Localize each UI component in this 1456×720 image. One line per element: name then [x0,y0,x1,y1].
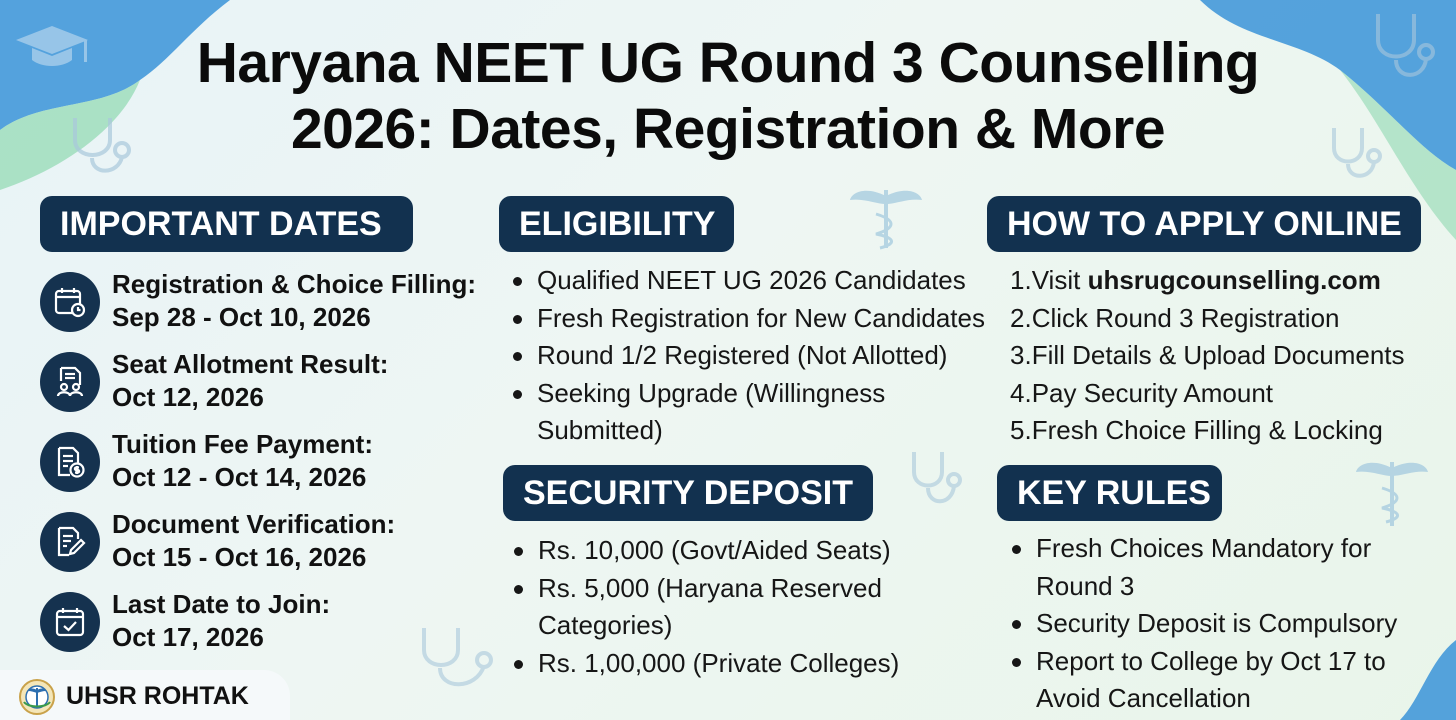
security-deposit-heading: SECURITY DEPOSIT [503,465,873,521]
stethoscope-icon [424,628,491,684]
date-label: Last Date to Join: [112,589,331,619]
page-title [0,30,1456,162]
step-item: 1.Visit uhsrugcounselling.com [1010,265,1381,295]
caduceus-icon [850,190,922,248]
title-line-1: Haryana NEET UG Round 3 Counselling [196,31,1260,95]
how-to-apply-steps [1010,262,1405,450]
step-item: 5.Fresh Choice Filling & Locking [1010,415,1383,445]
invoice-dollar-icon [40,432,100,492]
list-item-continuation: Categories) [538,610,673,640]
list-item: Round 1/2 Registered (Not Allotted) [511,337,985,375]
date-label: Registration & Choice Filling: [112,269,477,299]
footer-label: UHSR ROHTAK [66,682,249,710]
important-dates-heading: IMPORTANT DATES [40,196,413,252]
step-item: 3.Fill Details & Upload Documents [1010,340,1405,370]
date-value: Oct 12, 2026 [112,382,264,412]
security-deposit-list [512,532,899,682]
list-item: Fresh Choices Mandatory for [1010,530,1397,568]
key-rules-heading: KEY RULES [997,465,1222,521]
list-item-continuation: Avoid Cancellation [1036,683,1251,713]
step-item: 4.Pay Security Amount [1010,377,1274,408]
list-item-continuation: Submitted) [537,415,663,445]
date-value: Oct 15 - Oct 16, 2026 [112,542,367,572]
date-value: Oct 17, 2026 [112,622,264,652]
date-label: Tuition Fee Payment: [112,429,373,459]
step-item: 2.Click Round 3 Registration [1010,302,1340,333]
list-item: Qualified NEET UG 2026 Candidates [511,262,985,300]
date-label: Seat Allotment Result: [112,349,389,379]
stethoscope-icon [914,452,960,501]
eligibility-heading: ELIGIBILITY [499,196,734,252]
website-link[interactable]: uhsrugcounselling.com [1087,265,1381,295]
calendar-clock-icon [40,272,100,332]
date-label: Document Verification: [112,509,396,539]
document-users-icon [40,352,100,412]
list-item: Rs. 5,000 (Haryana Reserved [512,570,899,608]
calendar-check-icon [40,592,100,652]
list-item-continuation: Round 3 [1036,570,1135,601]
list-item: Security Deposit is Compulsory [1010,605,1397,643]
caduceus-icon [1356,462,1428,526]
list-item: Report to College by Oct 17 to [1010,643,1397,681]
footer-badge [0,670,290,720]
list-item: Fresh Registration for New Candidates [511,300,985,338]
how-to-apply-heading: HOW TO APPLY ONLINE [987,196,1421,252]
eligibility-list [511,262,985,450]
list-item: Seeking Upgrade (Willingness [511,375,985,413]
list-item: Rs. 1,00,000 (Private Colleges) [512,645,899,683]
date-value: Sep 28 - Oct 10, 2026 [112,302,371,332]
document-edit-icon [40,512,100,572]
date-value: Oct 12 - Oct 14, 2026 [112,462,367,492]
uhsr-seal-icon [18,678,56,716]
title-line-2: 2026: Dates, Registration & More [290,97,1166,161]
key-rules-list [1010,530,1397,718]
list-item: Rs. 10,000 (Govt/Aided Seats) [512,532,899,570]
